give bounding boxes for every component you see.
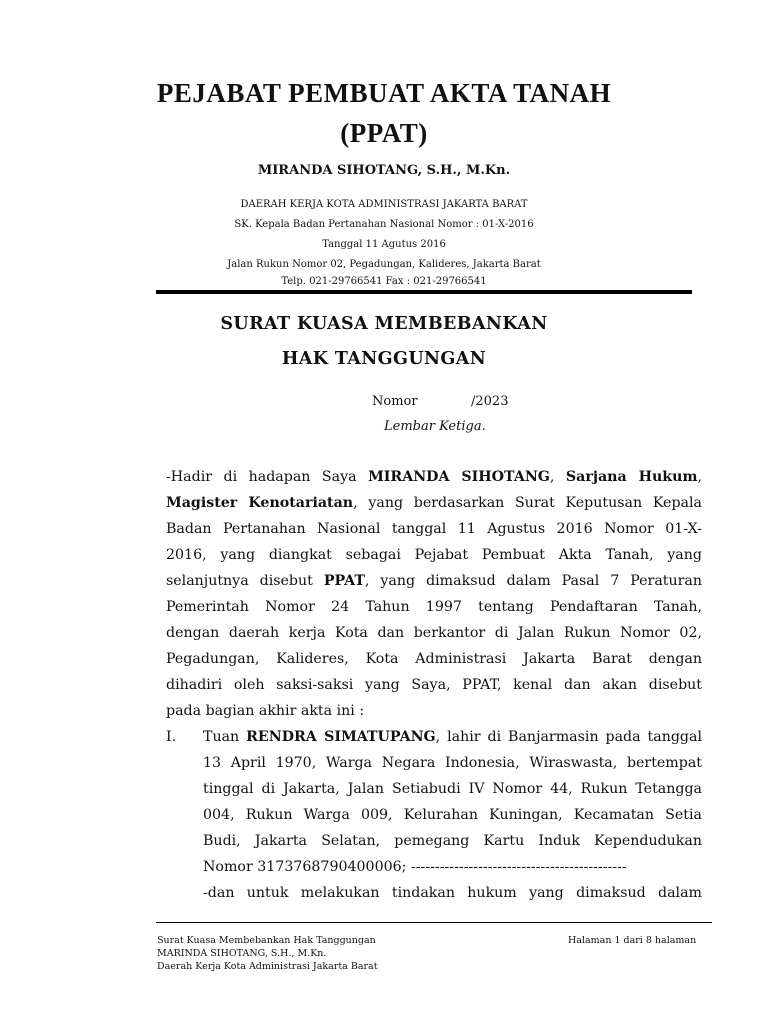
item-number: I. [166,729,177,745]
page-number: Halaman 1 dari 8 halaman [568,935,697,946]
header-info-2: SK. Kepala Badan Pertanahan Nasional Nomor : 01-X-2016 [234,219,534,230]
lembar-label: Lembar Ketiga. [384,419,486,434]
nomor-label: Nomor [372,394,418,409]
body-line: Pemerintah Nomor 24 Tahun 1997 tentang Pendaftaran Tanah, [166,599,702,615]
header-info-4: Jalan Rukun Nomor 02, Pegadungan, Kalideres, Jakarta Barat [227,259,541,270]
office-title: PEJABAT PEMBUAT AKTA TANAH [156,78,612,108]
body-line: pada bagian akhir akta ini : [166,703,365,719]
document-body [166,464,702,906]
party-name: RENDRA SIMATUPANG [246,729,436,745]
list-item: I. Tuan RENDRA SIMATUPANG, lahir di Banjarmasin pada tanggal 13 April 1970, Warga Negara Indonesia, Wiraswasta, bertempat tinggal di Jakarta, Jalan Setiabudi IV Nomor 44, Rukun Tetangga 004, Rukun Warga 009, Kelurahan Kuningan, Kecamatan Setia Budi, Jakarta Selatan, pemegang Kartu Induk Kependudukan Nomor 3173768790400006; --------------------------------------------- -dan untuk melakukan tindakan hukum yang dimaksud dalam [166,724,702,906]
document-title: SURAT KUASA MEMBEBANKAN [220,314,548,334]
header-info-1: DAERAH KERJA KOTA ADMINISTRASI JAKARTA BARAT [240,199,528,210]
body-line: -Hadir di hadapan Saya MIRANDA SIHOTANG, Sarjana Hukum, [166,469,702,485]
body-line: dengan daerah kerja Kota dan berkantor di Jalan Rukun Nomor 02, [166,625,702,641]
ppat-name: MIRANDA SIHOTANG [368,469,550,485]
official-name: MIRANDA SIHOTANG, S.H., M.Kn. [257,163,511,178]
body-line: dihadiri oleh saksi-saksi yang Saya, PPAT, kenal dan akan disebut [166,677,702,693]
header-info-3: Tanggal 11 Agutus 2016 [322,239,446,250]
body-line: Pegadungan, Kalideres, Kota Administrasi Jakarta Barat dengan [166,651,702,667]
footer-left: Surat Kuasa Membebankan Hak Tanggungan MARINDA SIHOTANG, S.H., M.Kn. Daerah Kerja Kota Administrasi Jakarta Barat [157,935,378,972]
body-line: 2016, yang diangkat sebagai Pejabat Pembuat Akta Tanah, yang [166,547,702,563]
office-title-abbr: (PPAT) [340,118,428,148]
header-info-5: Telp. 021-29766541 Fax : 021-29766541 [281,276,487,287]
nomor-value: /2023 [471,394,509,409]
header-divider [156,290,692,294]
body-line: Badan Pertanahan Nasional tanggal 11 Agustus 2016 Nomor 01-X- [166,521,702,537]
footer-divider [156,922,712,923]
body-line: selanjutnya disebut PPAT, yang dimaksud dalam Pasal 7 Peraturan [166,573,702,589]
body-line: Magister Kenotariatan, yang berdasarkan Surat Keputusan Kepala [166,495,702,511]
document-subtitle: HAK TANGGUNGAN [281,349,487,369]
